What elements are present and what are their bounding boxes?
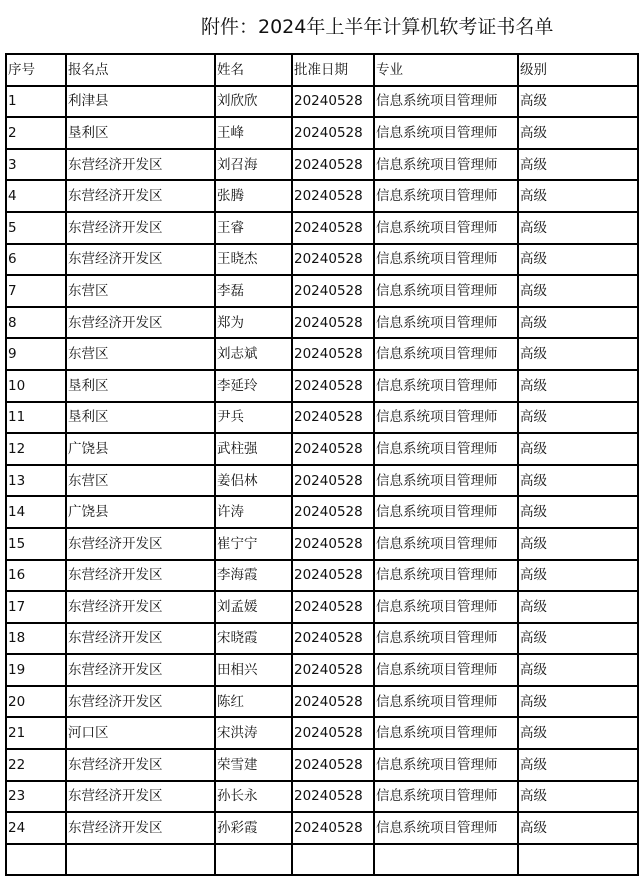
table-row bbox=[6, 844, 638, 876]
cell-site: 东营区 bbox=[66, 338, 215, 370]
cell-no: 23 bbox=[6, 781, 66, 813]
cell-name: 荣雪建 bbox=[215, 749, 292, 781]
cell-name: 崔宁宁 bbox=[215, 528, 292, 560]
table-row bbox=[6, 275, 638, 307]
cell-major: 信息系统项目管理师 bbox=[374, 307, 518, 339]
cell-no: 7 bbox=[6, 275, 66, 307]
cell-level: 高级 bbox=[518, 307, 638, 339]
cell-site: 东营经济开发区 bbox=[66, 749, 215, 781]
table-row bbox=[6, 465, 638, 497]
cell-level: 高级 bbox=[518, 528, 638, 560]
cell-major: 信息系统项目管理师 bbox=[374, 275, 518, 307]
cell-no: 17 bbox=[6, 591, 66, 623]
cell-name: 郑为 bbox=[215, 307, 292, 339]
cell-major: 信息系统项目管理师 bbox=[374, 749, 518, 781]
cell-site: 东营经济开发区 bbox=[66, 244, 215, 276]
cell-date: 20240528 bbox=[292, 717, 374, 749]
cell-level: 高级 bbox=[518, 117, 638, 149]
table-row bbox=[6, 244, 638, 276]
cell-major: 信息系统项目管理师 bbox=[374, 180, 518, 212]
cell-name: 李延玲 bbox=[215, 370, 292, 402]
cell-major: 信息系统项目管理师 bbox=[374, 591, 518, 623]
cell-site: 东营经济开发区 bbox=[66, 654, 215, 686]
cell-level: 高级 bbox=[518, 591, 638, 623]
cell-level: 高级 bbox=[518, 244, 638, 276]
table-row bbox=[6, 307, 638, 339]
cell-date: 20240528 bbox=[292, 749, 374, 781]
table-row bbox=[6, 591, 638, 623]
table-row bbox=[6, 717, 638, 749]
cell-site: 垦利区 bbox=[66, 370, 215, 402]
cell-name: 孙长永 bbox=[215, 781, 292, 813]
cell-level: 高级 bbox=[518, 402, 638, 434]
cell-level: 高级 bbox=[518, 275, 638, 307]
table-row bbox=[6, 117, 638, 149]
table-row bbox=[6, 370, 638, 402]
cell-site: 东营经济开发区 bbox=[66, 686, 215, 718]
cell-no: 5 bbox=[6, 212, 66, 244]
cell-no: 24 bbox=[6, 812, 66, 844]
cell-major: 信息系统项目管理师 bbox=[374, 212, 518, 244]
cell-no: 8 bbox=[6, 307, 66, 339]
cell-name: 王晓杰 bbox=[215, 244, 292, 276]
cell-major: 信息系统项目管理师 bbox=[374, 812, 518, 844]
table-row bbox=[6, 623, 638, 655]
cell-level: 高级 bbox=[518, 465, 638, 497]
cell-site: 东营经济开发区 bbox=[66, 812, 215, 844]
cell-date: 20240528 bbox=[292, 591, 374, 623]
cell-name: 姜侣林 bbox=[215, 465, 292, 497]
table-row bbox=[6, 812, 638, 844]
cell-site: 东营经济开发区 bbox=[66, 149, 215, 181]
cell-name: 刘孟媛 bbox=[215, 591, 292, 623]
cell-no: 20 bbox=[6, 686, 66, 718]
cell-level bbox=[518, 844, 638, 876]
cell-no: 1 bbox=[6, 86, 66, 118]
cell-no: 12 bbox=[6, 433, 66, 465]
cell-no: 10 bbox=[6, 370, 66, 402]
table-row bbox=[6, 338, 638, 370]
cell-date: 20240528 bbox=[292, 433, 374, 465]
cell-date: 20240528 bbox=[292, 528, 374, 560]
cell-level: 高级 bbox=[518, 212, 638, 244]
cell-site: 广饶县 bbox=[66, 433, 215, 465]
cell-date: 20240528 bbox=[292, 623, 374, 655]
cell-name: 刘召海 bbox=[215, 149, 292, 181]
cell-major: 信息系统项目管理师 bbox=[374, 402, 518, 434]
cell-name: 田相兴 bbox=[215, 654, 292, 686]
cell-no: 22 bbox=[6, 749, 66, 781]
cell-major: 信息系统项目管理师 bbox=[374, 560, 518, 592]
cell-name: 宋洪涛 bbox=[215, 717, 292, 749]
header-no: 序号 bbox=[6, 54, 66, 86]
cell-site: 垦利区 bbox=[66, 402, 215, 434]
cell-major: 信息系统项目管理师 bbox=[374, 781, 518, 813]
cell-date: 20240528 bbox=[292, 244, 374, 276]
cell-site: 东营经济开发区 bbox=[66, 591, 215, 623]
cell-level: 高级 bbox=[518, 654, 638, 686]
cell-major: 信息系统项目管理师 bbox=[374, 717, 518, 749]
table-row bbox=[6, 180, 638, 212]
header-major: 专业 bbox=[374, 54, 518, 86]
cell-major: 信息系统项目管理师 bbox=[374, 465, 518, 497]
cell-level: 高级 bbox=[518, 496, 638, 528]
cell-name bbox=[215, 844, 292, 876]
table-row bbox=[6, 433, 638, 465]
cell-name: 武柱强 bbox=[215, 433, 292, 465]
cell-no: 16 bbox=[6, 560, 66, 592]
document-title: 附件：2024年上半年计算机软考证书名单 bbox=[201, 16, 554, 38]
cell-major: 信息系统项目管理师 bbox=[374, 338, 518, 370]
certificate-roster-table bbox=[5, 53, 639, 876]
cell-name: 许涛 bbox=[215, 496, 292, 528]
table-row bbox=[6, 686, 638, 718]
cell-date: 20240528 bbox=[292, 781, 374, 813]
cell-name: 陈红 bbox=[215, 686, 292, 718]
cell-no: 14 bbox=[6, 496, 66, 528]
cell-level: 高级 bbox=[518, 149, 638, 181]
cell-name: 李磊 bbox=[215, 275, 292, 307]
cell-major: 信息系统项目管理师 bbox=[374, 370, 518, 402]
table-row bbox=[6, 149, 638, 181]
cell-no: 15 bbox=[6, 528, 66, 560]
cell-site: 东营经济开发区 bbox=[66, 560, 215, 592]
cell-date: 20240528 bbox=[292, 275, 374, 307]
cell-no: 6 bbox=[6, 244, 66, 276]
table-row bbox=[6, 749, 638, 781]
cell-no: 9 bbox=[6, 338, 66, 370]
cell-level: 高级 bbox=[518, 623, 638, 655]
cell-date: 20240528 bbox=[292, 180, 374, 212]
cell-no: 18 bbox=[6, 623, 66, 655]
cell-level: 高级 bbox=[518, 560, 638, 592]
cell-date: 20240528 bbox=[292, 496, 374, 528]
cell-date: 20240528 bbox=[292, 117, 374, 149]
cell-date: 20240528 bbox=[292, 812, 374, 844]
cell-date: 20240528 bbox=[292, 86, 374, 118]
cell-major: 信息系统项目管理师 bbox=[374, 433, 518, 465]
cell-date: 20240528 bbox=[292, 465, 374, 497]
cell-no: 19 bbox=[6, 654, 66, 686]
cell-no: 13 bbox=[6, 465, 66, 497]
table-row bbox=[6, 654, 638, 686]
table-row bbox=[6, 212, 638, 244]
cell-site: 东营经济开发区 bbox=[66, 781, 215, 813]
cell-major bbox=[374, 844, 518, 876]
cell-level: 高级 bbox=[518, 717, 638, 749]
cell-date: 20240528 bbox=[292, 654, 374, 686]
table-row bbox=[6, 402, 638, 434]
cell-name: 王睿 bbox=[215, 212, 292, 244]
cell-no: 11 bbox=[6, 402, 66, 434]
cell-name: 张腾 bbox=[215, 180, 292, 212]
header-site: 报名点 bbox=[66, 54, 215, 86]
header-name: 姓名 bbox=[215, 54, 292, 86]
cell-date: 20240528 bbox=[292, 686, 374, 718]
cell-site: 河口区 bbox=[66, 717, 215, 749]
cell-level: 高级 bbox=[518, 338, 638, 370]
cell-no: 4 bbox=[6, 180, 66, 212]
cell-major: 信息系统项目管理师 bbox=[374, 686, 518, 718]
cell-name: 宋晓霞 bbox=[215, 623, 292, 655]
cell-name: 李海霞 bbox=[215, 560, 292, 592]
cell-date: 20240528 bbox=[292, 402, 374, 434]
cell-no: 21 bbox=[6, 717, 66, 749]
cell-major: 信息系统项目管理师 bbox=[374, 623, 518, 655]
table-row bbox=[6, 496, 638, 528]
header-level: 级别 bbox=[518, 54, 638, 86]
cell-major: 信息系统项目管理师 bbox=[374, 654, 518, 686]
cell-level: 高级 bbox=[518, 370, 638, 402]
cell-site: 东营经济开发区 bbox=[66, 623, 215, 655]
cell-level: 高级 bbox=[518, 781, 638, 813]
cell-date: 20240528 bbox=[292, 338, 374, 370]
cell-level: 高级 bbox=[518, 749, 638, 781]
cell-major: 信息系统项目管理师 bbox=[374, 244, 518, 276]
header-date: 批准日期 bbox=[292, 54, 374, 86]
cell-date: 20240528 bbox=[292, 149, 374, 181]
cell-level: 高级 bbox=[518, 812, 638, 844]
cell-major: 信息系统项目管理师 bbox=[374, 496, 518, 528]
cell-name: 刘志斌 bbox=[215, 338, 292, 370]
cell-major: 信息系统项目管理师 bbox=[374, 149, 518, 181]
cell-no: 3 bbox=[6, 149, 66, 181]
cell-site: 东营经济开发区 bbox=[66, 180, 215, 212]
cell-level: 高级 bbox=[518, 433, 638, 465]
cell-date: 20240528 bbox=[292, 370, 374, 402]
cell-major: 信息系统项目管理师 bbox=[374, 86, 518, 118]
cell-no bbox=[6, 844, 66, 876]
cell-name: 尹兵 bbox=[215, 402, 292, 434]
cell-site: 东营经济开发区 bbox=[66, 212, 215, 244]
cell-date bbox=[292, 844, 374, 876]
cell-date: 20240528 bbox=[292, 560, 374, 592]
table-row bbox=[6, 86, 638, 118]
table-row bbox=[6, 528, 638, 560]
cell-date: 20240528 bbox=[292, 307, 374, 339]
cell-level: 高级 bbox=[518, 686, 638, 718]
cell-site: 垦利区 bbox=[66, 117, 215, 149]
cell-site: 利津县 bbox=[66, 86, 215, 118]
cell-level: 高级 bbox=[518, 180, 638, 212]
cell-site: 东营区 bbox=[66, 275, 215, 307]
cell-no: 2 bbox=[6, 117, 66, 149]
cell-level: 高级 bbox=[518, 86, 638, 118]
cell-major: 信息系统项目管理师 bbox=[374, 528, 518, 560]
table-header-row bbox=[6, 54, 638, 86]
cell-site: 东营经济开发区 bbox=[66, 528, 215, 560]
cell-site: 广饶县 bbox=[66, 496, 215, 528]
cell-major: 信息系统项目管理师 bbox=[374, 117, 518, 149]
table-row bbox=[6, 781, 638, 813]
cell-site: 东营经济开发区 bbox=[66, 307, 215, 339]
table-row bbox=[6, 560, 638, 592]
cell-name: 刘欣欣 bbox=[215, 86, 292, 118]
cell-date: 20240528 bbox=[292, 212, 374, 244]
cell-site bbox=[66, 844, 215, 876]
cell-name: 王峰 bbox=[215, 117, 292, 149]
cell-name: 孙彩霞 bbox=[215, 812, 292, 844]
cell-site: 东营区 bbox=[66, 465, 215, 497]
